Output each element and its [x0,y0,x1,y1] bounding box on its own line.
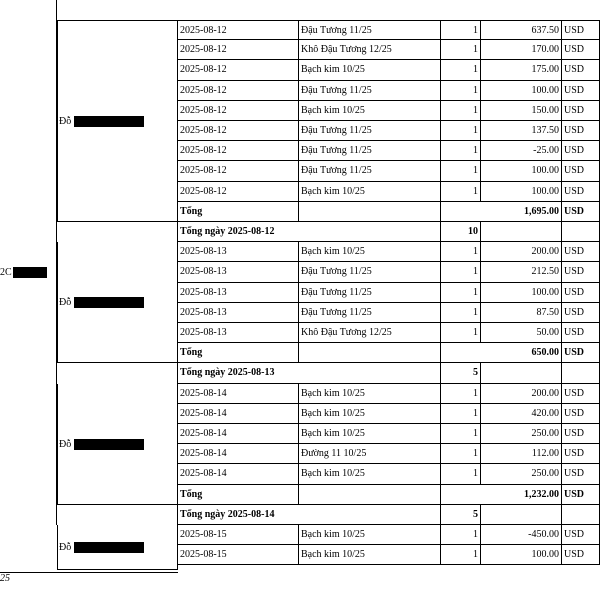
row-amount: 100.00 [481,545,562,565]
subtotal-amount: 650.00 [441,343,562,363]
row-product: Bạch kim 10/25 [299,101,441,121]
row-product: Đậu Tương 11/25 [299,283,441,303]
row-quantity: 1 [441,262,481,282]
subtotal-amount: 1,232.00 [441,485,562,505]
row-quantity: 1 [441,141,481,161]
row-product: Bạch kim 10/25 [299,404,441,424]
row-product: Bạch kim 10/25 [299,464,441,484]
row-date: 2025-08-12 [178,141,299,161]
page-footer: 25 [0,573,10,584]
day-total-empty [481,505,562,525]
row-currency: USD [562,384,600,404]
row-product: Đậu Tương 11/25 [299,121,441,141]
row-currency: USD [562,182,600,202]
row-date: 2025-08-12 [178,40,299,60]
day-total-empty [562,363,600,383]
row-quantity: 1 [441,545,481,565]
person-cell-bottom-border [57,362,178,363]
row-product: Đậu Tương 11/25 [299,20,441,40]
row-date: 2025-08-12 [178,121,299,141]
row-quantity: 1 [441,121,481,141]
row-date: 2025-08-14 [178,424,299,444]
row-date: 2025-08-12 [178,60,299,80]
row-date: 2025-08-15 [178,525,299,545]
person-name-cell [59,20,144,222]
row-currency: USD [562,60,600,80]
row-product: Bạch kim 10/25 [299,525,441,545]
row-amount: 250.00 [481,424,562,444]
row-date: 2025-08-13 [178,242,299,262]
row-currency: USD [562,81,600,101]
row-product: Đậu Tương 11/25 [299,141,441,161]
row-quantity: 1 [441,303,481,323]
row-amount: 200.00 [481,242,562,262]
row-amount: -25.00 [481,141,562,161]
row-date: 2025-08-14 [178,384,299,404]
row-date: 2025-08-14 [178,404,299,424]
redacted-name-block [74,439,144,450]
row-quantity: 1 [441,444,481,464]
subtotal-empty [299,343,441,363]
person-column-right-border [177,20,178,565]
person-column-left-border [57,242,58,363]
day-total-count: 10 [441,222,481,242]
row-currency: USD [562,242,600,262]
row-amount: 100.00 [481,161,562,181]
subtotal-currency: USD [562,343,600,363]
row-quantity: 1 [441,242,481,262]
group-column-right-border [56,0,57,525]
person-name-cell [59,242,144,363]
row-date: 2025-08-12 [178,20,299,40]
row-amount: 175.00 [481,60,562,80]
row-product: Bạch kim 10/25 [299,384,441,404]
row-quantity: 1 [441,101,481,121]
row-amount: 112.00 [481,444,562,464]
row-amount: 200.00 [481,384,562,404]
row-currency: USD [562,303,600,323]
person-name-cell [59,525,144,569]
row-currency: USD [562,141,600,161]
row-date: 2025-08-12 [178,182,299,202]
group-label-prefix: 2C [0,267,12,278]
row-product: Khô Đậu Tương 12/25 [299,323,441,343]
row-product: Đậu Tương 11/25 [299,262,441,282]
row-quantity: 1 [441,182,481,202]
row-date: 2025-08-13 [178,323,299,343]
subtotal-label: Tổng [178,202,299,222]
redacted-name-block [74,116,144,127]
row-currency: USD [562,464,600,484]
row-quantity: 1 [441,404,481,424]
subtotal-empty [299,485,441,505]
person-name-cell [59,384,144,505]
row-date: 2025-08-12 [178,101,299,121]
redacted-name-block [74,297,144,308]
row-currency: USD [562,283,600,303]
day-total-count: 5 [441,363,481,383]
group-label-cell [0,24,47,521]
row-amount: 100.00 [481,81,562,101]
row-quantity: 1 [441,323,481,343]
day-total-empty [562,505,600,525]
row-currency: USD [562,444,600,464]
row-date: 2025-08-14 [178,444,299,464]
row-amount: 137.50 [481,121,562,141]
person-cell-bottom-border [57,504,178,505]
subtotal-empty [299,202,441,222]
row-currency: USD [562,101,600,121]
row-amount: 170.00 [481,40,562,60]
day-total-label: Tổng ngày 2025-08-13 [178,363,441,383]
row-currency: USD [562,323,600,343]
row-product: Đường 11 10/25 [299,444,441,464]
row-quantity: 1 [441,40,481,60]
day-total-label: Tổng ngày 2025-08-12 [178,222,441,242]
person-column-left-border [57,525,58,569]
person-prefix: Đỗ [59,115,72,127]
row-quantity: 1 [441,161,481,181]
person-column-top-border [57,20,178,21]
row-quantity: 1 [441,525,481,545]
subtotal-currency: USD [562,202,600,222]
person-prefix: Đỗ [59,297,72,309]
person-prefix: Đỗ [59,541,72,553]
row-quantity: 1 [441,81,481,101]
redacted-name-block [74,542,144,553]
table-bottom-border [0,572,178,573]
day-total-count: 5 [441,505,481,525]
row-product: Đậu Tương 11/25 [299,303,441,323]
person-column-right-border [177,565,178,569]
row-product: Bạch kim 10/25 [299,60,441,80]
row-date: 2025-08-13 [178,283,299,303]
row-amount: 100.00 [481,283,562,303]
person-cell-bottom-border [57,221,178,222]
subtotal-label: Tổng [178,485,299,505]
row-date: 2025-08-12 [178,81,299,101]
row-currency: USD [562,262,600,282]
row-amount: 50.00 [481,323,562,343]
row-date: 2025-08-13 [178,303,299,323]
row-amount: 87.50 [481,303,562,323]
row-product: Đậu Tương 11/25 [299,81,441,101]
row-currency: USD [562,404,600,424]
person-cell-bottom-border [57,569,178,570]
day-total-empty [562,222,600,242]
subtotal-amount: 1,695.00 [441,202,562,222]
row-currency: USD [562,161,600,181]
row-quantity: 1 [441,384,481,404]
row-currency: USD [562,525,600,545]
row-amount: 420.00 [481,404,562,424]
row-date: 2025-08-12 [178,161,299,181]
row-product: Bạch kim 10/25 [299,545,441,565]
redacted-group-block [13,267,47,278]
subtotal-label: Tổng [178,343,299,363]
row-quantity: 1 [441,20,481,40]
row-currency: USD [562,424,600,444]
row-amount: 637.50 [481,20,562,40]
row-quantity: 1 [441,424,481,444]
day-total-label: Tổng ngày 2025-08-14 [178,505,441,525]
row-amount: 250.00 [481,464,562,484]
row-product: Bạch kim 10/25 [299,242,441,262]
row-date: 2025-08-15 [178,545,299,565]
row-currency: USD [562,121,600,141]
row-date: 2025-08-13 [178,262,299,282]
subtotal-currency: USD [562,485,600,505]
row-quantity: 1 [441,283,481,303]
row-currency: USD [562,545,600,565]
row-date: 2025-08-14 [178,464,299,484]
person-column-left-border [57,20,58,222]
row-currency: USD [562,20,600,40]
row-product: Khô Đậu Tương 12/25 [299,40,441,60]
row-amount: -450.00 [481,525,562,545]
row-amount: 150.00 [481,101,562,121]
row-product: Bạch kim 10/25 [299,182,441,202]
row-quantity: 1 [441,60,481,80]
row-amount: 100.00 [481,182,562,202]
person-prefix: Đỗ [59,438,72,450]
row-product: Bạch kim 10/25 [299,424,441,444]
row-amount: 212.50 [481,262,562,282]
row-quantity: 1 [441,464,481,484]
person-column-left-border [57,384,58,505]
row-product: Đậu Tương 11/25 [299,161,441,181]
row-currency: USD [562,40,600,60]
day-total-empty [481,222,562,242]
day-total-empty [481,363,562,383]
